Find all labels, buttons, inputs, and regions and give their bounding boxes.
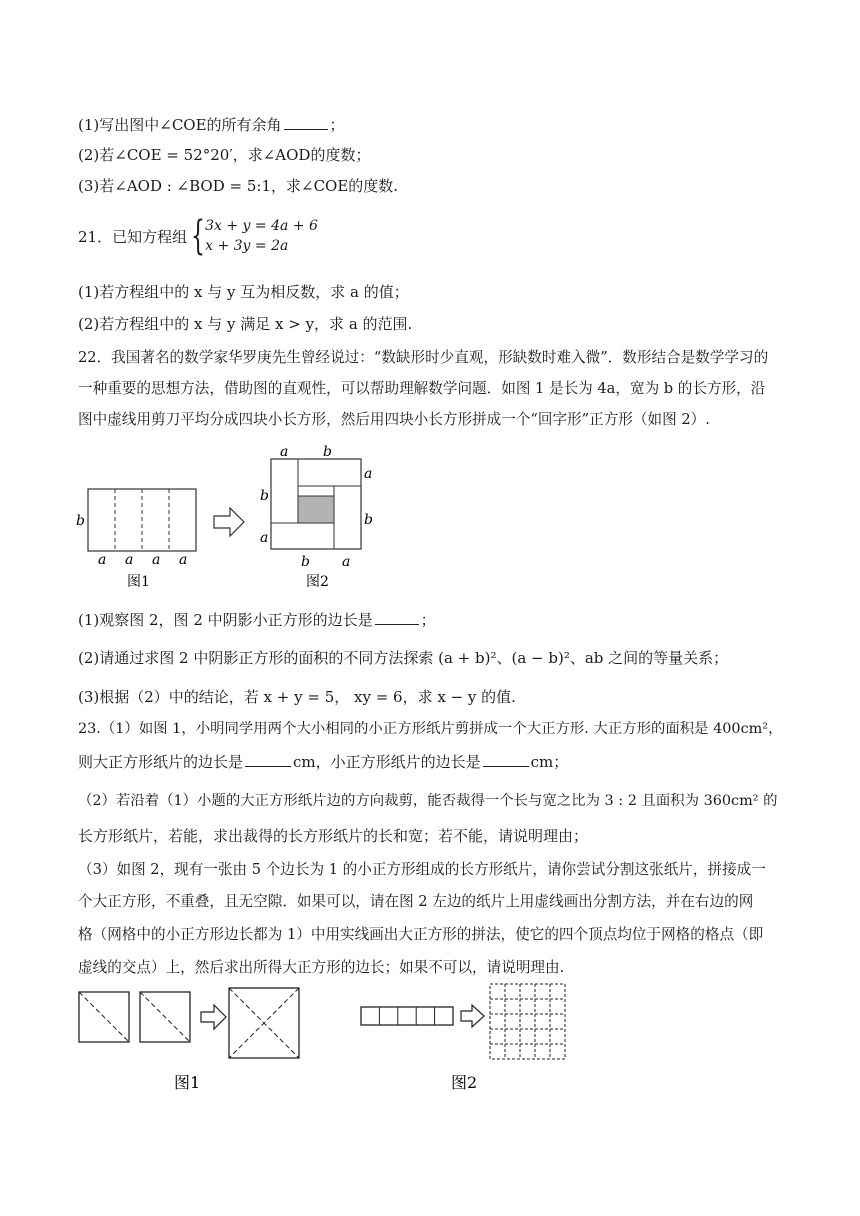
fig2-shaded-square: [298, 496, 334, 523]
q23-part1-b-1: 则大正方形纸片的边长是: [78, 753, 244, 771]
fig1-caption: 图1: [174, 1073, 201, 1092]
fig2-top-b: b: [323, 444, 332, 460]
q22-part1-text: (1)观察图 2，图 2 中阴影小正方形的边长是: [78, 611, 373, 629]
answer-blank: [375, 610, 419, 625]
q22-part1-end: ；: [420, 611, 436, 629]
arrow-icon: [214, 508, 244, 536]
answer-blank: [284, 115, 328, 130]
answer-blank: [245, 752, 291, 767]
fig2-left-a: a: [260, 530, 269, 546]
fig1-label-a1: a: [98, 552, 107, 568]
q20-part1-end: ；: [329, 116, 345, 134]
q22-part3: (3)根据（2）中的结论，若 x + y = 5， xy = 6，求 x − y 的值.: [78, 688, 516, 706]
q21-part1: (1)若方程组中的 x 与 y 互为相反数，求 a 的值；: [78, 283, 409, 301]
q23-part2-a: （2）若沿着（1）小题的大正方形纸片边的方向裁剪，能否裁得一个长与宽之比为 3 : 2 且面积为 360cm² 的: [78, 793, 778, 809]
q22-intro-3: 图中虚线用剪刀平均分成四块小长方形，然后用四块小长方形拼成一个“回字形”正方形（如图 2）.: [78, 411, 710, 428]
fig2-caption: 图2: [306, 574, 329, 590]
q20-part1-text: (1)写出图中∠COE的所有余角: [78, 116, 282, 134]
fig2-bottom-a: a: [342, 554, 351, 570]
fig1-label-a4: a: [179, 552, 188, 568]
q23-part1-b-3: cm；: [530, 753, 569, 771]
fig2-right-a: a: [364, 466, 373, 482]
fig1-label-a2: a: [125, 552, 134, 568]
q21-eq1: 3x + y = 4a + 6: [205, 218, 318, 234]
q21-part2: (2)若方程组中的 x 与 y 满足 x > y，求 a 的范围.: [78, 315, 413, 333]
q21-equations: [205, 216, 318, 256]
q21-eq2: x + 3y = 2a: [205, 238, 289, 254]
fig1-caption: 图1: [127, 574, 150, 590]
brace-icon: {: [191, 213, 206, 259]
q22-figures: [70, 444, 400, 594]
q23-part3-a: （3）如图 2，现有一张由 5 个边长为 1 的小正方形组成的长方形纸片，请你尝试分割这张纸片，拼接成一: [78, 861, 766, 878]
answer-blank: [483, 752, 529, 767]
q20-part2: (2)若∠COE = 52°20′，求∠AOD的度数；: [78, 146, 371, 164]
q22-intro-1: 22．我国著名的数学家华罗庚先生曾经说过：“数缺形时少直观，形缺数时难入微”．数形结合是数学学习的: [78, 349, 769, 366]
fig1-diagonal-2: [140, 992, 190, 1042]
q20-part1: [78, 115, 345, 135]
q23-part1-a: 23.（1）如图 1，小明同学用两个大小相同的小正方形纸片剪拼成一个大正方形. 大正方形的面积是 400cm²，: [78, 721, 783, 737]
arrow-icon: [461, 1005, 484, 1027]
q23-part3-d: 虚线的交点）上，然后求出所得大正方形的边长；如果不可以，请说明理由.: [78, 959, 565, 976]
q21-label: 21．已知方程组: [78, 227, 188, 246]
fig2-right-b: b: [364, 512, 373, 528]
fig2-top-a: a: [280, 444, 289, 460]
q23-figures: [70, 980, 590, 1100]
fig2-bottom-b: b: [301, 554, 310, 570]
q20-part3: (3)若∠AOD : ∠BOD = 5:1，求∠COE的度数.: [78, 177, 399, 195]
q23-part3-c: 格（网格中的小正方形边长都为 1）中用实线画出大正方形的拼法，使它的四个顶点均位于网格的格点（即: [78, 926, 764, 943]
fig1-label-b: b: [76, 513, 85, 529]
fig1-label-a3: a: [152, 552, 161, 568]
q23-part1-b-2: cm，小正方形纸片的边长是: [293, 753, 481, 771]
fig1-diagonal-1: [79, 992, 129, 1042]
arrow-icon: [201, 1005, 226, 1029]
q21-system: [78, 213, 318, 259]
q23-part3-b: 个大正方形，不重叠，且无空隙．如果可以，请在图 2 左边的纸片上用虚线画出分割方法，并在右边的网: [78, 893, 754, 910]
q22-part1: [78, 610, 436, 630]
fig2-grid: [490, 984, 565, 1059]
fig2-left-b: b: [260, 488, 269, 504]
q22-intro-2: 一种重要的思想方法，借助图的直观性，可以帮助理解数学问题．如图 1 是长为 4a，宽为 b 的长方形，沿: [78, 380, 766, 397]
fig2-strip: [361, 1007, 453, 1025]
fig2-caption: 图2: [451, 1073, 478, 1092]
q22-part2: (2)请通过求图 2 中阴影正方形的面积的不同方法探索 (a + b)²、(a − b)²、ab 之间的等量关系；: [78, 649, 729, 667]
q23-part1-b: [78, 752, 568, 772]
q23-part2-b: 长方形纸片，若能，求出裁得的长方形纸片的长和宽；若不能，请说明理由；: [78, 827, 589, 845]
